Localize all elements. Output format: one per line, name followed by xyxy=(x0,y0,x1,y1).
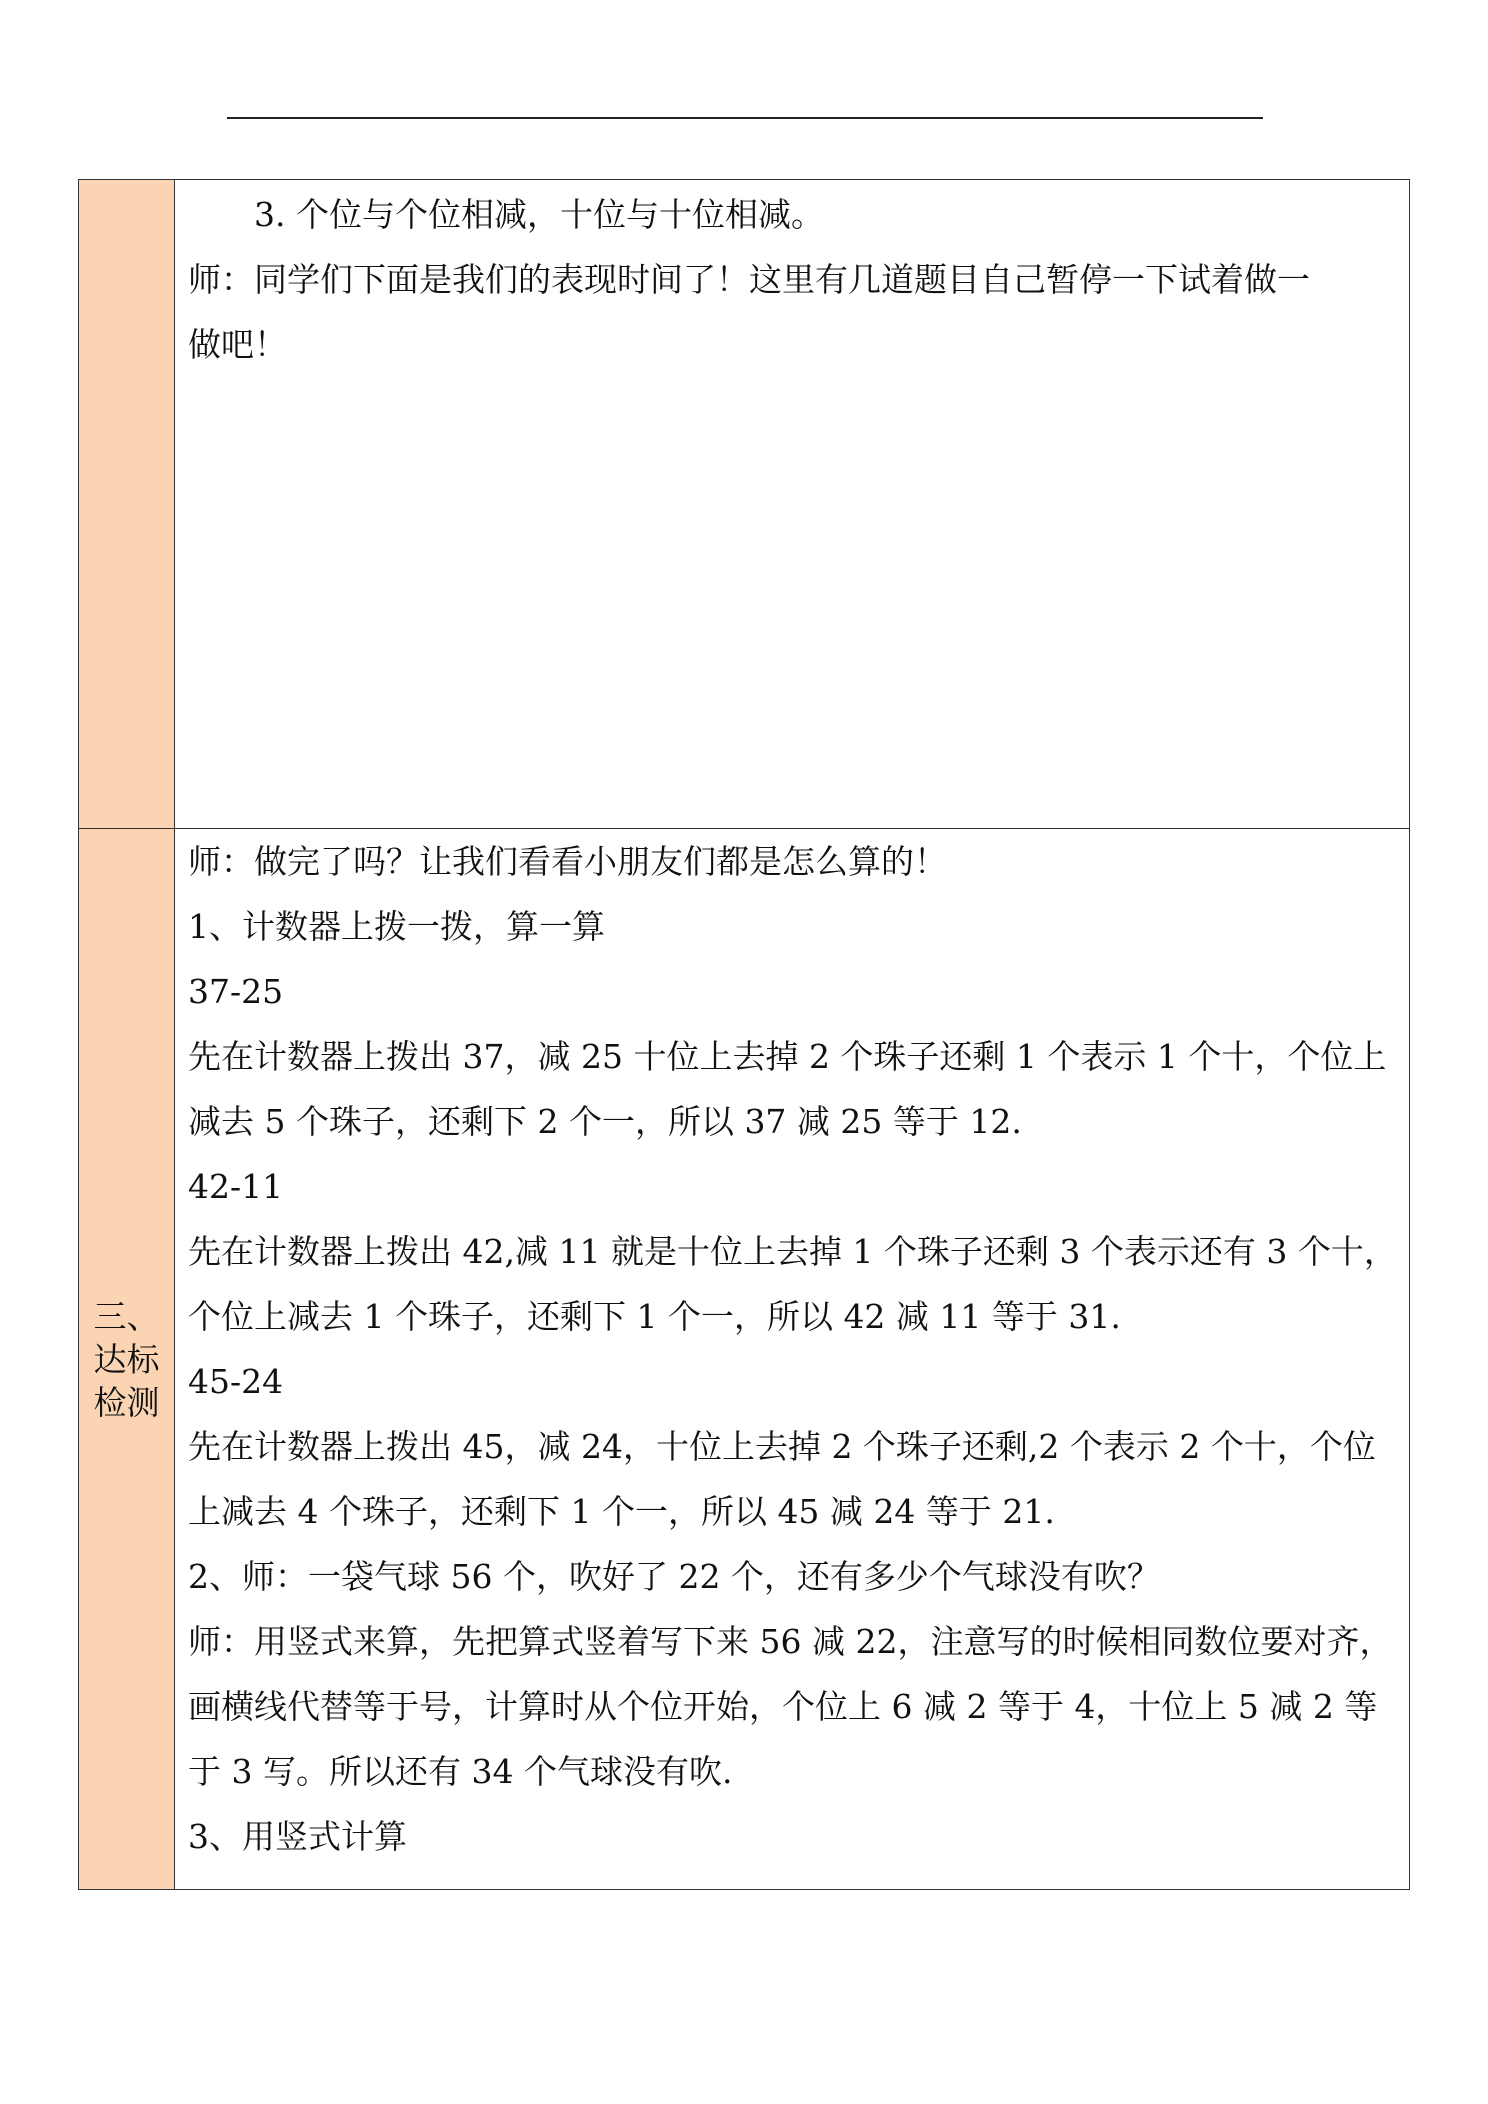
text-line: 做吧！ xyxy=(188,325,287,364)
section-label-cell xyxy=(79,829,175,1890)
text-line: 师：做完了吗？让我们看看小朋友们都是怎么算的！ xyxy=(188,842,947,881)
header-rule xyxy=(227,117,1263,119)
text-line: 师：同学们下面是我们的表现时间了！这里有几道题目自己暂停一下试着做一 xyxy=(188,260,1310,299)
text-line: 先在计数器上拨出 45，减 24，十位上去掉 2 个珠子还剩,2 个表示 2 个十，个位 xyxy=(188,1427,1376,1466)
text-line: 画横线代替等于号，计算时从个位开始，个位上 6 减 2 等于 4，十位上 5 减 2 等 xyxy=(188,1687,1378,1726)
lesson-table xyxy=(78,179,1410,1890)
text-line: 先在计数器上拨出 37，减 25 十位上去掉 2 个珠子还剩 1 个表示 1 个十，个位上 xyxy=(188,1037,1387,1076)
text-line: 42-11 xyxy=(188,1167,284,1206)
content-cell xyxy=(175,829,1410,1890)
section-label: 三、达标检测 xyxy=(93,1296,160,1422)
text-line: 于 3 写。所以还有 34 个气球没有吹. xyxy=(188,1752,733,1791)
text-line: 45-24 xyxy=(188,1362,284,1401)
text-line: 3. 个位与个位相减，十位与十位相减。 xyxy=(254,195,824,234)
text-line: 2、师：一袋气球 56 个，吹好了 22 个，还有多少个气球没有吹？ xyxy=(188,1557,1160,1596)
text-line: 1、计数器上拨一拨，算一算 xyxy=(188,907,605,946)
text-line: 3、用竖式计算 xyxy=(188,1817,407,1856)
text-line: 个位上减去 1 个珠子，还剩下 1 个一，所以 42 减 11 等于 31. xyxy=(188,1297,1121,1336)
table-row xyxy=(79,180,1410,829)
text-line: 上减去 4 个珠子，还剩下 1 个一，所以 45 减 24 等于 21. xyxy=(188,1492,1055,1531)
text-line: 先在计数器上拨出 42,减 11 就是十位上去掉 1 个珠子还剩 3 个表示还有 3 个十， xyxy=(188,1232,1397,1271)
text-line: 减去 5 个珠子，还剩下 2 个一，所以 37 减 25 等于 12. xyxy=(188,1102,1022,1141)
table-row xyxy=(79,829,1410,1890)
section-label-cell xyxy=(79,180,175,829)
content-cell xyxy=(175,180,1410,829)
text-line: 师：用竖式来算，先把算式竖着写下来 56 减 22，注意写的时候相同数位要对齐， xyxy=(188,1622,1393,1661)
text-line: 37-25 xyxy=(188,972,284,1011)
